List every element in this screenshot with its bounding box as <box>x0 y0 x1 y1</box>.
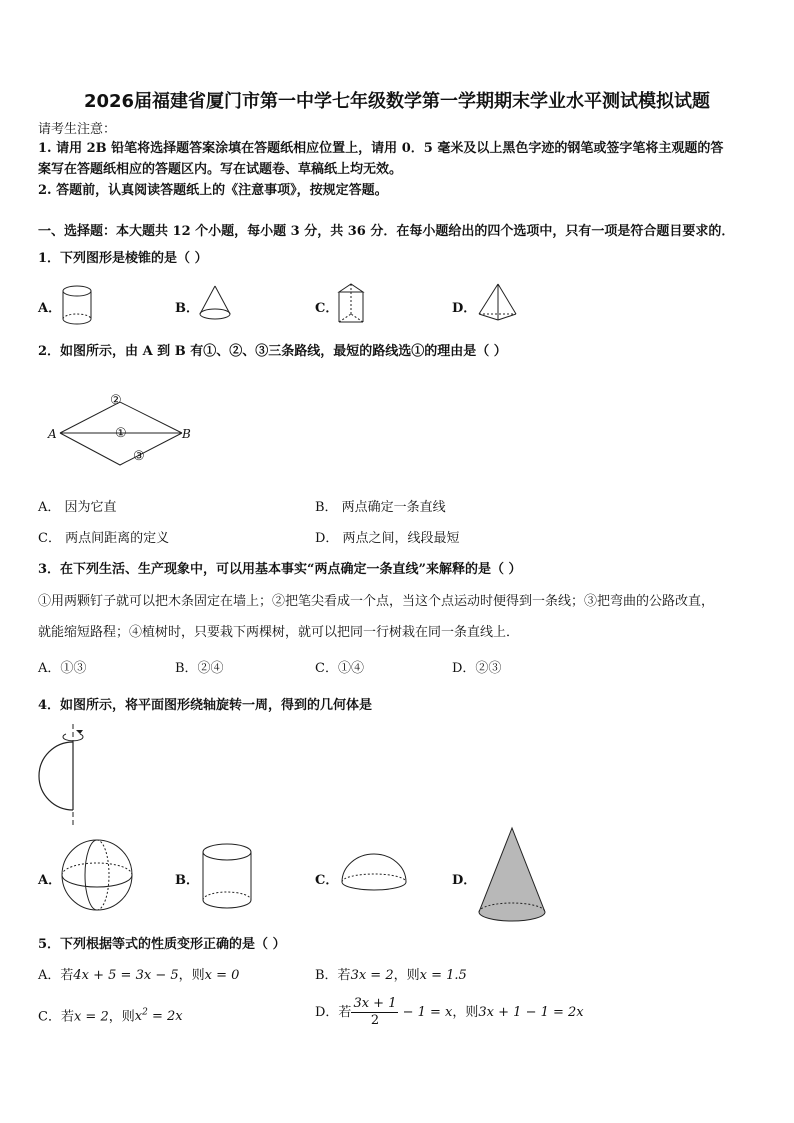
q5-c-label: C．若 <box>38 1009 74 1025</box>
q4-option-a-label: A． <box>38 873 62 888</box>
notice-heading: 请考生注意： <box>38 122 117 137</box>
q3-option-b: B．②④ <box>175 661 224 676</box>
cylinder-icon <box>200 842 256 912</box>
section-heading: 一、选择题：本大题共 12 个小题，每小题 3 分，共 36 分．在每小题给出的四个选项中，只有一项是符合题目要求的． <box>38 224 735 239</box>
q3-statement-line-2: 就能缩短路程；④植树时，只要栽下两棵树，就可以把同一行树栽在同一条直线上． <box>38 625 520 640</box>
q1-option-c-label: C． <box>315 301 339 316</box>
cone-icon <box>476 826 556 926</box>
q2-option-a: A． 因为它直 <box>38 500 117 515</box>
q4-option-c-label: C． <box>315 873 339 888</box>
route-2-label: ② <box>110 393 122 408</box>
q5-a-label: A．若 <box>38 968 74 983</box>
point-b-label: B <box>182 427 191 441</box>
q1-option-a-label: A． <box>38 301 62 316</box>
q5-option-c <box>38 1005 183 1025</box>
q5-stem: 5．下列根据等式的性质变形正确的是（ ） <box>38 937 286 952</box>
q5-b-equation: 3x = 2 <box>350 968 394 983</box>
q1-option-d-label: D． <box>452 301 477 316</box>
route-diagram <box>40 388 210 468</box>
q5-d-equation-rest: − 1 = x <box>398 1005 453 1020</box>
q5-c-equation: x = 2 <box>73 1009 109 1025</box>
q5-option-d <box>315 996 584 1029</box>
notice-item-2: 2. 答题前，认真阅读答题纸上的《注意事项》，按规定答题。 <box>38 183 388 198</box>
q5-option-a <box>38 968 239 984</box>
q5-b-result: x = 1.5 <box>419 968 467 983</box>
q5-d-label: D．若 <box>315 1005 352 1020</box>
q2-option-d: D． 两点之间，线段最短 <box>315 531 460 546</box>
q5-a-equation: 4x + 5 = 3x − 5 <box>73 968 179 983</box>
q5-a-result: x = 0 <box>204 968 240 983</box>
q5-a-then: ，则 <box>178 968 205 983</box>
q5-option-b <box>315 968 467 984</box>
q5-d-fraction: $\frac{3x + 1}{2}$ <box>353 996 397 1028</box>
notice-item-1-line-1: 1. 请用 2B 铅笔将选择题答案涂填在答题纸相应位置上，请用 0．5 毫米及以上黑色字迹的钢笔或签字笔将主观题的答 <box>38 141 724 156</box>
q1-stem: 1．下列图形是棱锥的是（ ） <box>38 251 208 266</box>
q3-statement-line-1: ①用两颗钉子就可以把木条固定在墙上；②把笔尖看成一个点，当这个点运动时便得到一条线；③把弯曲的公路改直， <box>38 594 715 609</box>
q3-stem: 3．在下列生活、生产现象中，可以用基本事实“两点确定一条直线”来解释的是（ ） <box>38 562 522 577</box>
q2-stem: 2．如图所示，由 A 到 B 有①、②、③三条路线，最短的路线选①的理由是（ ） <box>38 344 507 359</box>
q3-option-c: C．①④ <box>315 661 364 676</box>
q5-c-then: ，则 <box>108 1009 135 1025</box>
triangular-prism-icon <box>336 282 370 328</box>
route-3-label: ③ <box>133 449 145 464</box>
rotation-figure <box>36 722 96 828</box>
q4-option-b-label: B． <box>175 873 199 888</box>
q5-c-result: $x^2 = 2x$ <box>134 1008 183 1025</box>
notice-item-1-line-2: 案写在答题纸相应的答题区内。写在试题卷、草稿纸上均无效。 <box>38 162 403 177</box>
route-1-label: ① <box>115 426 127 441</box>
q5-b-then: ，则 <box>393 968 420 983</box>
cone-icon <box>196 284 236 324</box>
q3-option-a: A．①③ <box>38 661 87 676</box>
q4-option-d-label: D． <box>452 873 477 888</box>
sphere-icon <box>60 838 138 916</box>
point-a-label: A <box>48 427 57 441</box>
q5-b-label: B．若 <box>315 968 351 983</box>
page-title: 2026届福建省厦门市第一中学七年级数学第一学期期末学业水平测试模拟试题 <box>83 91 711 112</box>
hemisphere-icon <box>338 852 410 898</box>
q2-option-b: B． 两点确定一条直线 <box>315 500 446 515</box>
q4-stem: 4．如图所示，将平面图形绕轴旋转一周，得到的几何体是 <box>38 698 373 713</box>
q3-option-d: D．②③ <box>452 661 502 676</box>
cylinder-icon <box>58 284 98 328</box>
q1-option-b-label: B． <box>175 301 199 316</box>
q5-d-then: ，则 <box>452 1005 479 1020</box>
q5-d-result: 3x + 1 − 1 = 2x <box>478 1005 584 1020</box>
pyramid-icon <box>476 282 520 326</box>
q2-option-c: C． 两点间距离的定义 <box>38 531 170 546</box>
